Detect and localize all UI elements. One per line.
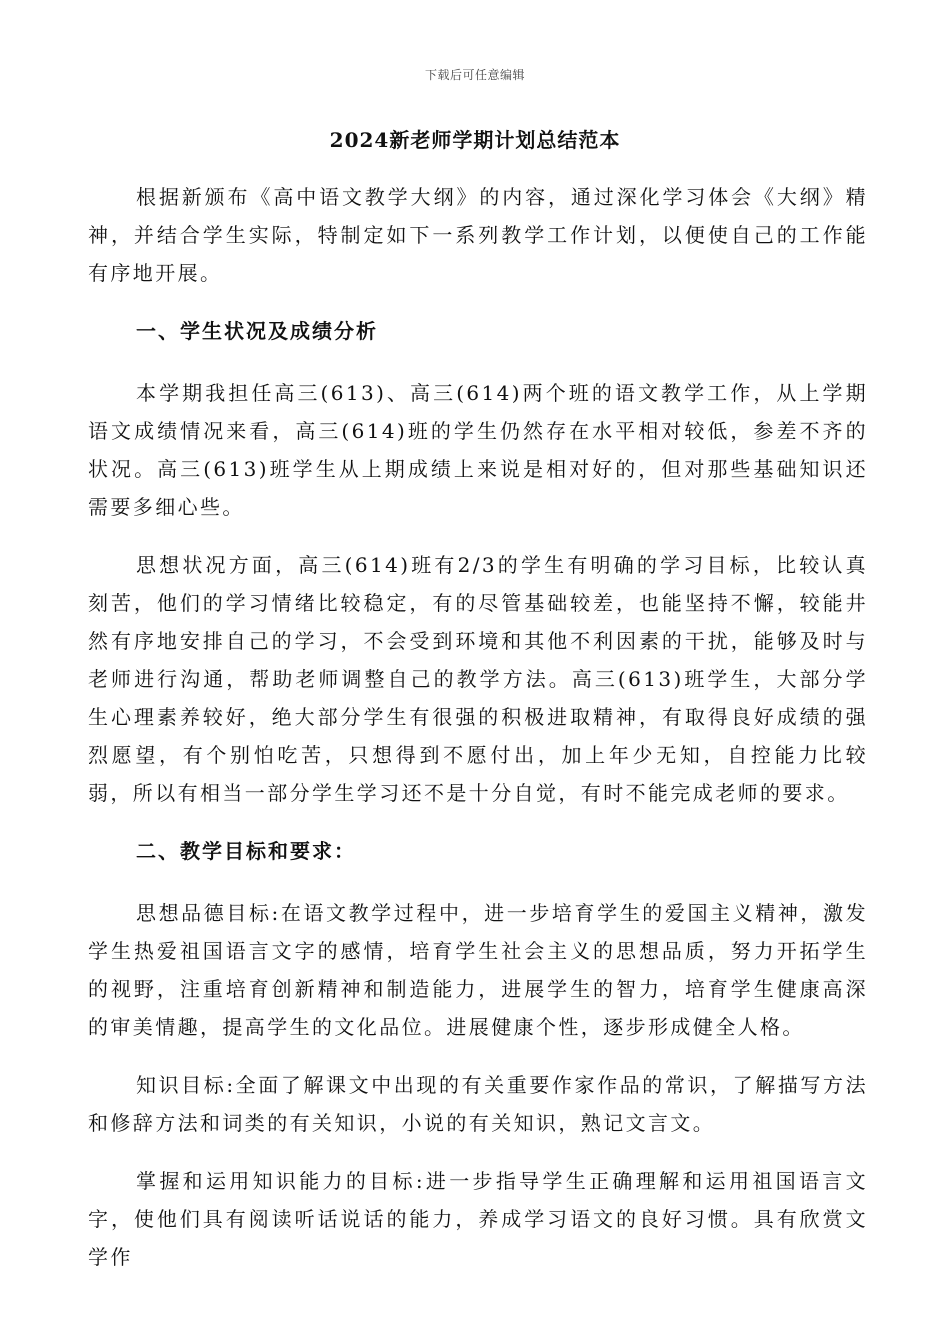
section-heading-2: 二、教学目标和要求： <box>136 839 356 863</box>
intro-paragraph: 根据新颁布《高中语文教学大纲》的内容，通过深化学习体会《大纲》精神，并结合学生实际，特制定如下一系列教学工作计划，以便使自己的工作能有序地开展。 <box>88 185 868 285</box>
header-note: 下载后可任意编辑 <box>424 68 525 82</box>
paragraph-moral-goal: 思想品德目标:在语文教学过程中，进一步培育学生的爱国主义精神，激发学生热爱祖国语言文字的感情，培育学生社会主义的思想品质，努力开拓学生的视野，注重培育创新精神和制造能力，进展学生的智力，培育学生健康高深的审美情趣，提高学生的文化品位。进展健康个性，逐步形成健全人格。 <box>88 901 868 1039</box>
paragraph-student-status: 本学期我担任高三(613)、高三(614)两个班的语文教学工作，从上学期语文成绩情况来看，高三(614)班的学生仍然存在水平相对较低，参差不齐的状况。高三(613)班学生从上期成绩上来说是相对好的，但对那些基础知识还需要多细心些。 <box>88 381 868 519</box>
document-body <box>88 178 868 1296</box>
paragraph-ability-goal: 掌握和运用知识能力的目标:进一步指导学生正确理解和运用祖国语言文字，使他们具有阅读听话说话的能力，养成学习语文的良好习惯。具有欣赏文学作 <box>88 1169 868 1269</box>
section-heading-1: 一、学生状况及成绩分析 <box>136 319 378 343</box>
paragraph-knowledge-goal: 知识目标:全面了解课文中出现的有关重要作家作品的常识，了解描写方法和修辞方法和词类的有关知识，小说的有关知识，熟记文言文。 <box>88 1073 868 1135</box>
document-title: 2024新老师学期计划总结范本 <box>329 128 621 152</box>
paragraph-thinking-status: 思想状况方面，高三(614)班有2/3的学生有明确的学习目标，比较认真刻苦，他们的学习情绪比较稳定，有的尽管基础较差，也能坚持不懈，较能井然有序地安排自己的学习，不会受到环境和其他不利因素的干扰，能够及时与老师进行沟通，帮助老师调整自己的教学方法。高三(613)班学生，大部分学生心理素养较好，绝大部分学生有很强的积极进取精神，有取得良好成绩的强烈愿望，有个别怕吃苦，只想得到不愿付出，加上年少无知，自控能力比较弱，所以有相当一部分学生学习还不是十分自觉，有时不能完成老师的要求。 <box>88 553 868 805</box>
